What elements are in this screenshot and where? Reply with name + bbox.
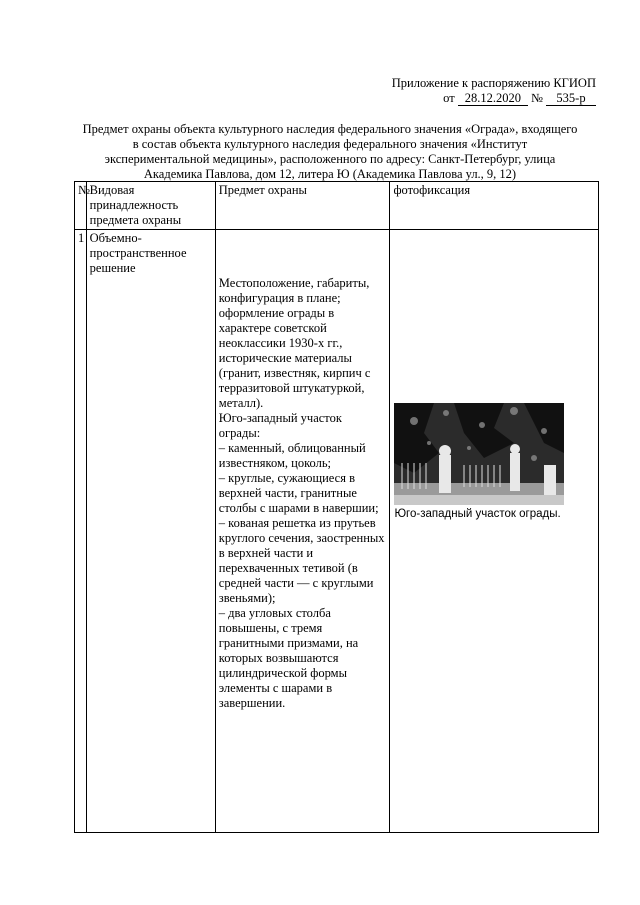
row-type: Объемно-пространственное решение xyxy=(86,230,215,833)
subject-paragraph: – кованая решетка из прутьев круглого сечения, заостренных в верхней части и перехваченных тетивой (в средней части — с круглыми звеньями); xyxy=(218,516,385,605)
appendix-date-line xyxy=(392,91,596,106)
heading-line-3: экспериментальной медицины», расположенного по адресу: Санкт-Петербург, улица xyxy=(104,152,556,166)
row-subject xyxy=(215,230,390,833)
row-photo xyxy=(390,230,599,833)
appendix-title: Приложение к распоряжению КГИОП xyxy=(391,76,596,90)
table-header-row xyxy=(75,182,599,230)
header-photo: фотофиксация xyxy=(390,182,599,230)
appendix-header xyxy=(392,76,596,106)
heading-line-2: в состав объекта культурного наследия федерального значения «Институт xyxy=(132,137,528,151)
document-heading xyxy=(70,122,590,182)
order-date: 28.12.2020 xyxy=(458,92,528,106)
subject-paragraph: Местоположение, габариты, конфигурация в плане; xyxy=(218,276,370,305)
number-label: № xyxy=(530,91,543,105)
heading-line-4: Академика Павлова, дом 12, литера Ю (Академика Павлова ул., 9, 12) xyxy=(143,167,517,181)
subject-paragraph: – каменный, облицованный известняком, цоколь; xyxy=(218,441,366,470)
heading-line-1: Предмет охраны объекта культурного наследия федерального значения «Ограда», входящего xyxy=(82,122,578,136)
subject-paragraph: – круглые, сужающиеся в верхней части, гранитные столбы с шарами в навершии; xyxy=(218,471,379,515)
table-row xyxy=(75,230,599,833)
header-number: № xyxy=(75,182,87,230)
subject-paragraph: оформление ограды в характере советской неоклассики 1930-х гг., исторические материалы (гранит, известняк, кирпич с терразитовой штукатуркой, металл). xyxy=(218,306,371,410)
order-number: 535-р xyxy=(546,92,596,106)
header-type: Видовая принадлежность предмета охраны xyxy=(86,182,215,230)
from-label: от xyxy=(443,91,455,105)
photo-caption: Юго-западный участок ограды. xyxy=(394,508,561,520)
subject-paragraph: – два угловых столба повышены, с тремя гранитными призмами, на которых возвышаются цилиндрической формы элементы с шарами в завершении. xyxy=(218,606,359,710)
fence-photo-image xyxy=(394,403,564,505)
protection-table xyxy=(74,181,599,833)
header-subject: Предмет охраны xyxy=(215,182,390,230)
subject-paragraph: Юго-западный участок ограды: xyxy=(218,411,342,440)
row-number: 1 xyxy=(75,230,87,833)
fence-photo xyxy=(394,403,564,505)
